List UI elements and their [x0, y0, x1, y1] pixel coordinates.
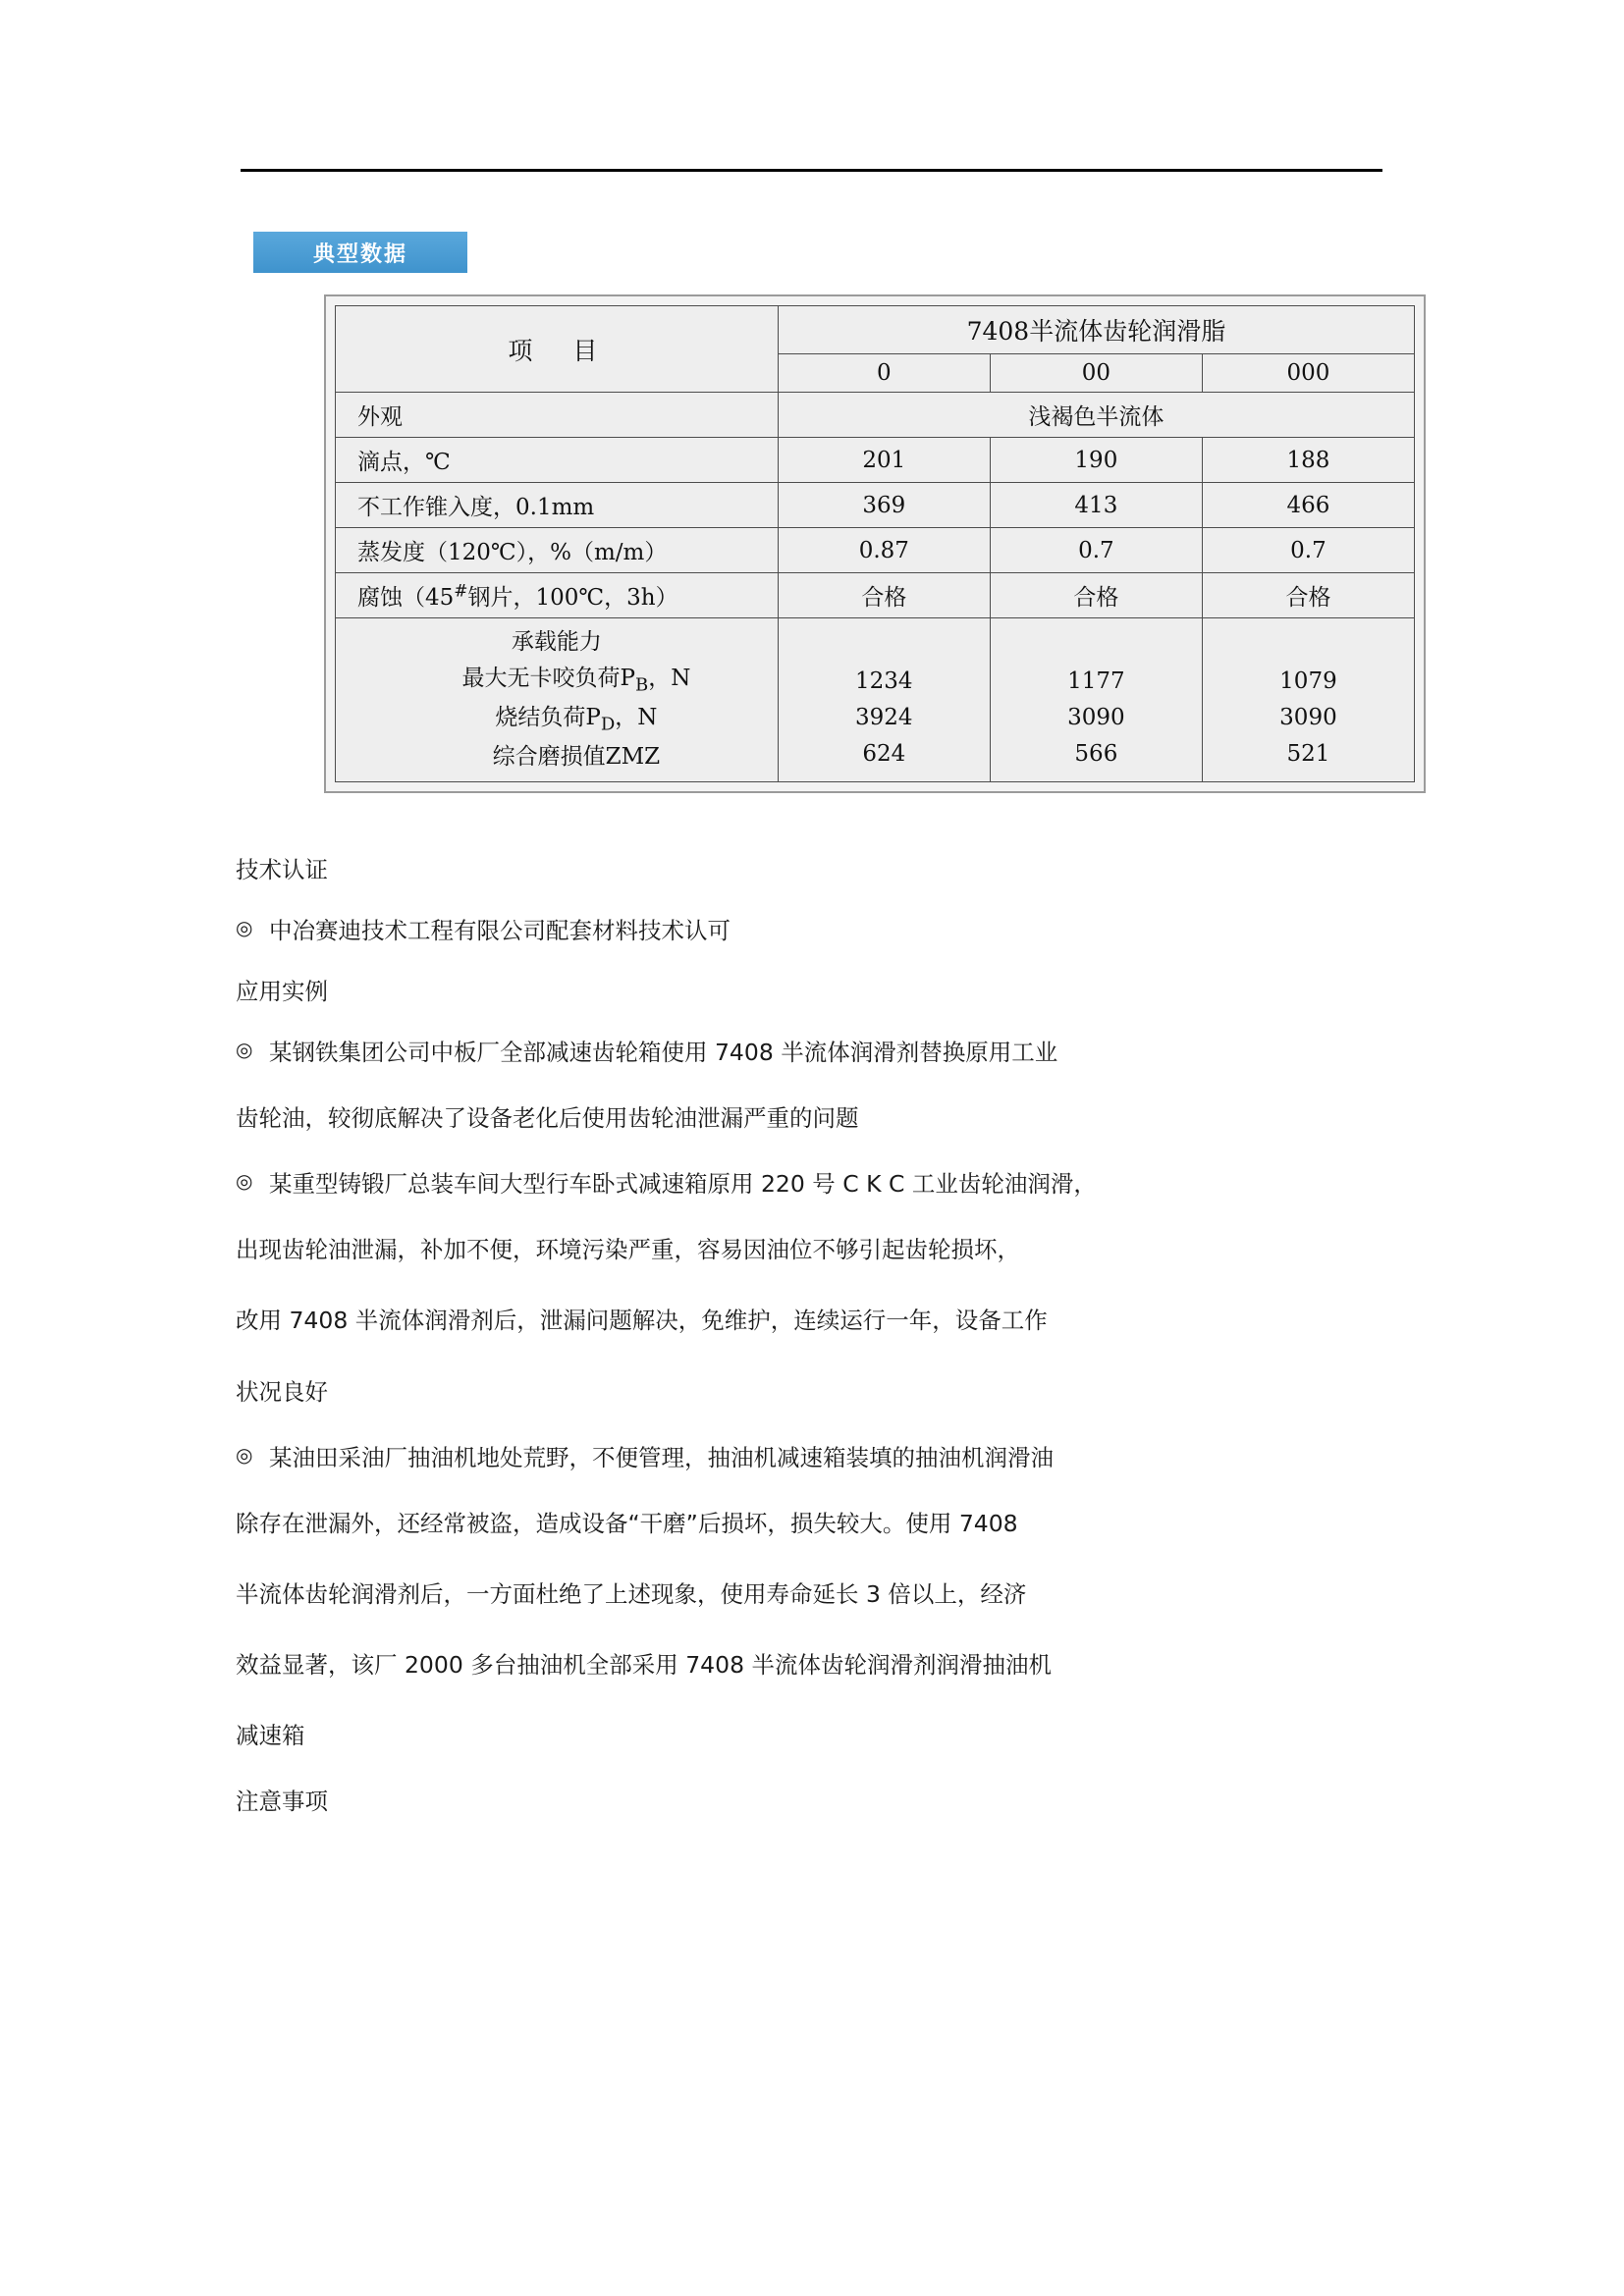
section-tag-typical-data: 典型数据 [253, 232, 467, 273]
grade-000: 000 [1202, 354, 1414, 393]
load-capacity-values-0 [778, 618, 990, 782]
paragraph-line: 出现齿轮油泄漏，补加不便，环境污染严重，容易因油位不够引起齿轮损坏， [236, 1236, 1020, 1264]
load-capacity-line-label: 烧结负荷$P_D$，N [495, 705, 658, 735]
row-label-dropping-point: 滴点，℃ [336, 438, 779, 483]
table-row [336, 393, 1415, 438]
load-capacity-value: 1079 [1279, 667, 1337, 694]
list-item-label: 某重型铸锻厂总装车间大型行车卧式减速箱原用 220 号 C K C 工业齿轮油润滑， [269, 1170, 1097, 1199]
row-value-appearance: 浅褐色半流体 [778, 393, 1414, 438]
paragraph-line: 齿轮油，较彻底解决了设备老化后使用齿轮油泄漏严重的问题 [236, 1104, 859, 1133]
paragraph-line: 效益显著，该厂 2000 多台抽油机全部采用 7408 半流体齿轮润滑剂润滑抽油机 [236, 1650, 1052, 1679]
header-rule [241, 169, 1382, 172]
load-capacity-value: 3090 [1067, 705, 1125, 730]
heading-certification: 技术认证 [236, 856, 328, 883]
load-capacity-labels [336, 618, 779, 782]
load-capacity-value: 3924 [855, 705, 913, 730]
load-capacity-line-label: 综合磨损值ZMZ [492, 743, 661, 770]
load-capacity-title: 承载能力 [511, 629, 602, 655]
load-capacity-values-000 [1202, 618, 1414, 782]
bullet-icon: ◎ [236, 1038, 253, 1062]
header-product-cell: 7408半流体齿轮润滑脂 [778, 306, 1414, 354]
load-capacity-value: 1177 [1067, 667, 1125, 694]
grade-0: 0 [778, 354, 990, 393]
table-row-load-capacity [336, 618, 1415, 782]
heading-notes: 注意事项 [236, 1787, 328, 1815]
list-item [236, 1153, 1414, 1214]
table-row [336, 483, 1415, 528]
load-capacity-line-label: 最大无卡咬负荷$P_B$，N [461, 666, 691, 696]
header-item-cell: 项 目 [336, 306, 779, 393]
load-capacity-value: 624 [862, 741, 906, 768]
row-label-penetration: 不工作锥入度，0.1mm [336, 483, 779, 528]
row-value: 0.7 [990, 528, 1202, 573]
list-item [236, 1427, 1414, 1488]
paragraph-line: 状况良好 [236, 1377, 328, 1406]
list-item-label: 中冶赛迪技术工程有限公司配套材料技术认可 [269, 917, 731, 945]
row-label-corrosion: 腐蚀（45#钢片，100℃，3h） [336, 573, 779, 618]
typical-data-table [335, 305, 1415, 782]
table-row [336, 528, 1415, 573]
row-label-evaporation: 蒸发度（120℃），%（m/m） [336, 528, 779, 573]
grade-00: 00 [990, 354, 1202, 393]
list-item-label: 某钢铁集团公司中板厂全部减速齿轮箱使用 7408 半流体润滑剂替换原用工业 [269, 1039, 1058, 1067]
table-header-row [336, 306, 1415, 354]
paragraph-line: 半流体齿轮润滑剂后，一方面杜绝了上述现象，使用寿命延长 3 倍以上，经济 [236, 1579, 1027, 1608]
row-value: 190 [990, 438, 1202, 483]
table-row [336, 438, 1415, 483]
row-value: 0.87 [778, 528, 990, 573]
row-value: 合格 [990, 573, 1202, 618]
row-value: 369 [778, 483, 990, 528]
bullet-icon: ◎ [236, 916, 253, 940]
list-item [236, 900, 1414, 961]
table-row [336, 573, 1415, 618]
row-value: 201 [778, 438, 990, 483]
body-text [236, 839, 1414, 1832]
row-value: 413 [990, 483, 1202, 528]
list-item-label: 某油田采油厂抽油机地处荒野，不便管理，抽油机减速箱装填的抽油机润滑油 [269, 1443, 1054, 1471]
typical-data-table-frame [324, 294, 1426, 793]
row-value: 合格 [1202, 573, 1414, 618]
paragraph-line: 除存在泄漏外，还经常被盗，造成设备“干磨”后损坏，损失较大。使用 7408 [236, 1509, 1018, 1537]
row-value: 合格 [778, 573, 990, 618]
load-capacity-values-00 [990, 618, 1202, 782]
list-item [236, 1022, 1414, 1083]
row-label-appearance: 外观 [336, 393, 779, 438]
paragraph-line: 减速箱 [236, 1721, 305, 1749]
bullet-icon: ◎ [236, 1442, 253, 1467]
paragraph-line: 改用 7408 半流体润滑剂后，泄漏问题解决，免维护，连续运行一年，设备工作 [236, 1307, 1048, 1335]
load-capacity-value: 521 [1286, 741, 1330, 768]
row-value: 466 [1202, 483, 1414, 528]
row-value: 188 [1202, 438, 1414, 483]
load-capacity-value: 1234 [855, 667, 913, 694]
row-value: 0.7 [1202, 528, 1414, 573]
heading-application-cases: 应用实例 [236, 978, 328, 1006]
load-capacity-value: 3090 [1279, 705, 1337, 730]
bullet-icon: ◎ [236, 1169, 253, 1194]
load-capacity-value: 566 [1074, 741, 1118, 768]
